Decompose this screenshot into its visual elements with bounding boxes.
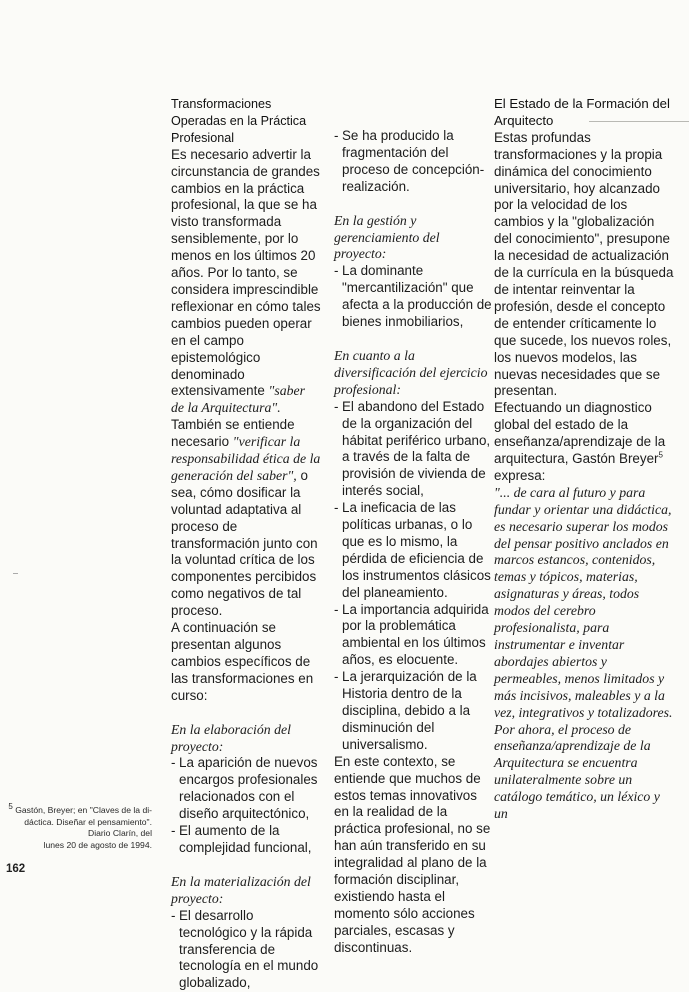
footnote-ref: 5: [658, 450, 663, 460]
list-item: - El desarrollo tecnológico y la rápida transferencia de tecnología en el mundo globalizado,: [171, 908, 321, 992]
list-gestion: [334, 263, 494, 331]
list-item: - El aumento de la complejidad funcional,: [171, 823, 321, 857]
subheading-gestion: En la gestión y gerenciamiento del proyecto:: [334, 212, 440, 262]
list-item: - La dominante "mercantilización" que afecta a la producción de bienes inmobiliarios,: [334, 263, 494, 331]
breyer-quote: "... de cara al futuro y para fundar y orientar una didáctica, es necesario superar los modos del pensar positivo anclados en marcos estancos, contenidos, temas y tópicos, materias, asignaturas y áreas, todos modos del cerebro profesionalista, para instrumentar e inventar abordajes abiertos y permeables, menos limitados y más incisivos, maleables y a la vez, integrativos y totalizadores. Por ahora, el proceso de enseñanza/aprendizaje de la Arquitectura se encuentra unilateralmente sobre un catálogo temático, un léxico y un: [494, 484, 673, 822]
quote-responsabilidad: "verificar la responsabilidad ética de la generación del saber",: [171, 434, 321, 483]
subheading-elaboracion: En la elaboración del proyecto:: [171, 721, 291, 754]
column-1: [171, 96, 321, 992]
list-item: - Se ha producido la fragmentación del proceso de concepción-realización.: [334, 128, 494, 196]
column-2: [334, 128, 494, 957]
quote-saber: "saber de la Arquitectura".: [171, 383, 305, 416]
list-continuation: [334, 128, 494, 196]
subheading-diversificacion: En cuanto a la diversificación del ejercicio profesional:: [334, 347, 488, 397]
list-item: - La jerarquización de la Historia dentro de la disciplina, debido a la disminución del universalismo.: [334, 669, 494, 754]
list-item: - El abandono del Estado de la organización del hábitat periférico urbano, a través de la falta de provisión de vivienda de interés social,: [334, 399, 494, 500]
page-number: 162: [6, 863, 26, 875]
list-item: - La aparición de nuevos encargos profesionales relacionados con el diseño arquitectónico,: [171, 755, 321, 823]
list-item: - La importancia adquirida por la problemática ambiental en los últimos años, es elocuente.: [334, 602, 494, 670]
subheading-materializacion: En la materialización del proyecto:: [171, 873, 311, 906]
paragraph-estado: Estas profundas transformaciones y la propia dinámica del conocimiento universitario, hoy alcanzado por la velocidad de los cambios y la "globalización del conocimiento", presupone la necesidad de actualización de la currícula en la búsqueda de intentar reinventar la profesión, desde el concepto de entender críticamente lo que sucede, los nuevos roles, los nuevos modelos, las nuevas necesidades que se presentan.: [494, 129, 674, 399]
list-elaboracion: [171, 755, 321, 856]
footnote-marker: 5: [8, 802, 13, 812]
list-item: - La ineficacia de las políticas urbanas, o lo que es lo mismo, la pérdida de eficiencia de los instrumentos clásicos del planeamiento.: [334, 500, 494, 601]
footnote: $^5$ Gastón, Breyer; en "Claves de la di- dáctica. Diseñar el pensamiento". Diario Clarín, del lunes 20 de agosto de 1994.: [8, 802, 152, 850]
margin-mark: [13, 573, 18, 574]
section-heading-estado: El Estado de la Formación del Arquitecto: [494, 96, 670, 128]
section-heading-transformaciones: Transformaciones Operadas en la Práctica Profesional: [171, 97, 307, 145]
paragraph-contexto: En este contexto, se entiende que muchos de estos temas innovativos en la realidad de la práctica profesional, no se han aún transferido en su integralidad al plano de la formación disciplinar, existiendo hasta el momento sólo acciones parciales, escasas y discontinuas.: [334, 753, 491, 955]
paragraph-breyer: Efectuando un diagnostico global del estado de la enseñanza/aprendizaje de la arquitectura, Gastón Breyer$^5$ expresa:: [494, 400, 666, 483]
column-3: [494, 96, 674, 823]
paragraph-cambios: A continuación se presentan algunos cambios específicos de las transformaciones en curso:: [171, 620, 314, 703]
list-materializacion: [171, 908, 321, 992]
list-diversificacion: [334, 399, 494, 754]
intro-paragraph: Es necesario advertir la circunstancia de grandes cambios en la práctica profesional, la que se ha visto transformada sensiblemente, por lo menos en los últimos 20 años. Por lo tanto, se considera imprescindible reflexionar en cómo tales cambios pueden operar en el campo epistemológico denominado extensivamente "saber de la Arquitectura". También se entiende necesario "verificar la responsabilidad ética de la generación del saber", o sea, cómo dosificar la voluntad adaptativa al proceso de transformación junto con la voluntad crítica de los componentes percibidos como negativos de tal proceso.: [171, 146, 321, 619]
